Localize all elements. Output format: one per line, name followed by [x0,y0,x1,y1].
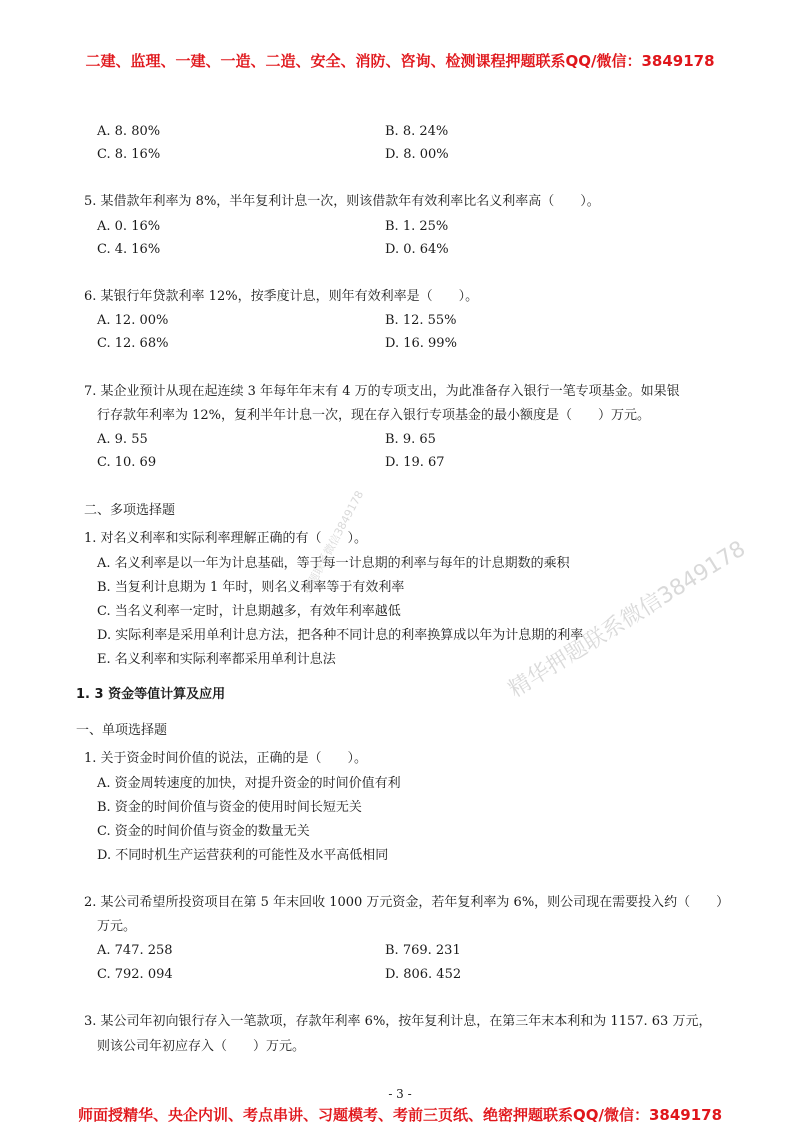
q6-stem: 6. 某银行年贷款利率 12%，按季度计息，则年有效利率是（ ）。 [84,289,479,304]
q6-option-b: B. 12. 55% [385,313,457,328]
q4-option-a: A. 8. 80% [97,124,161,139]
sq2-option-a: A. 747. 258 [97,943,173,958]
mq1-option-b: B. 当复利计息期为 1 年时，则名义利率等于有效利率 [97,580,405,595]
sq1-option-d: D. 不同时机生产运营获利的可能性及水平高低相同 [97,848,389,863]
q5-option-a: A. 0. 16% [97,219,161,234]
q7-option-b: B. 9. 65 [385,432,436,447]
sq3-stem-line-2: 则该公司年初应存入（ ）万元。 [97,1039,306,1054]
q6-option-c: C. 12. 68% [97,336,169,351]
sq1-option-a: A. 资金周转速度的加快，对提升资金的时间价值有利 [97,776,401,791]
sq1-option-b: B. 资金的时间价值与资金的使用时间长短无关 [97,800,362,815]
q5-option-c: C. 4. 16% [97,242,161,257]
sq2-option-d: D. 806. 452 [385,967,462,982]
q5-option-d: D. 0. 64% [385,242,449,257]
mq1-option-c: C. 当名义利率一定时，计息期越多，有效年利率越低 [97,604,401,619]
q6-option-d: D. 16. 99% [385,336,457,351]
page-number: - 3 - [388,1087,412,1101]
watermark-small: 押题联系微信3849178 [300,488,367,597]
q5-stem: 5. 某借款年利率为 8%，半年复利计息一次，则该借款年有效利率比名义利率高（ ）。 [84,194,600,209]
mq1-stem: 1. 对名义利率和实际利率理解正确的有（ ）。 [84,531,368,546]
sq2-stem-line-2: 万元。 [97,919,137,934]
q7-option-c: C. 10. 69 [97,455,157,470]
q4-option-d: D. 8. 00% [385,147,449,162]
header-banner: 二建、监理、一建、一造、二造、安全、消防、咨询、检测课程押题联系QQ/微信：3849178 [85,52,715,70]
q7-stem-line-1: 7. 某企业预计从现在起连续 3 年每年年末有 4 万的专项支出，为此准备存入银行一笔专项基金。如果银 [84,384,680,399]
section-single-choice-heading: 一、单项选择题 [76,723,168,738]
sq1-option-c: C. 资金的时间价值与资金的数量无关 [97,824,310,839]
q7-option-d: D. 19. 67 [385,455,445,470]
q7-option-a: A. 9. 55 [97,432,148,447]
sq1-stem: 1. 关于资金时间价值的说法，正确的是（ ）。 [84,751,368,766]
section-multi-choice-heading: 二、多项选择题 [84,503,176,518]
q4-option-c: C. 8. 16% [97,147,161,162]
q5-option-b: B. 1. 25% [385,219,449,234]
watermark-large: 精华押题联系微信3849178 [504,536,751,703]
q6-option-a: A. 12. 00% [97,313,169,328]
q7-stem-line-2: 行存款年利率为 12%，复利半年计息一次，现在存入银行专项基金的最小额度是（ ）万元。 [97,408,651,423]
footer-banner: 师面授精华、央企内训、考点串讲、习题模考、考前三页纸、绝密押题联系QQ/微信：3849178 [77,1106,723,1124]
mq1-option-d: D. 实际利率是采用单利计息方法，把各种不同计息的利率换算成以年为计息期的利率 [97,628,584,643]
sq3-stem-line-1: 3. 某公司年初向银行存入一笔款项，存款年利率 6%，按年复利计息，在第三年末本利和为 1157. 63 万元， [84,1014,712,1029]
mq1-option-a: A. 名义利率是以一年为计息基础，等于每一计息期的利率与每年的计息期数的乘积 [97,556,570,571]
q4-option-b: B. 8. 24% [385,124,449,139]
mq1-option-e: E. 名义利率和实际利率都采用单利计息法 [97,652,336,667]
sq2-option-c: C. 792. 094 [97,967,173,982]
sq2-stem-line-1: 2. 某公司希望所投资项目在第 5 年末回收 1000 万元资金，若年复利率为 6%，则公司现在需要投入约（ ） [84,895,730,910]
section-1-3-heading: 1. 3 资金等值计算及应用 [76,687,226,702]
sq2-option-b: B. 769. 231 [385,943,461,958]
